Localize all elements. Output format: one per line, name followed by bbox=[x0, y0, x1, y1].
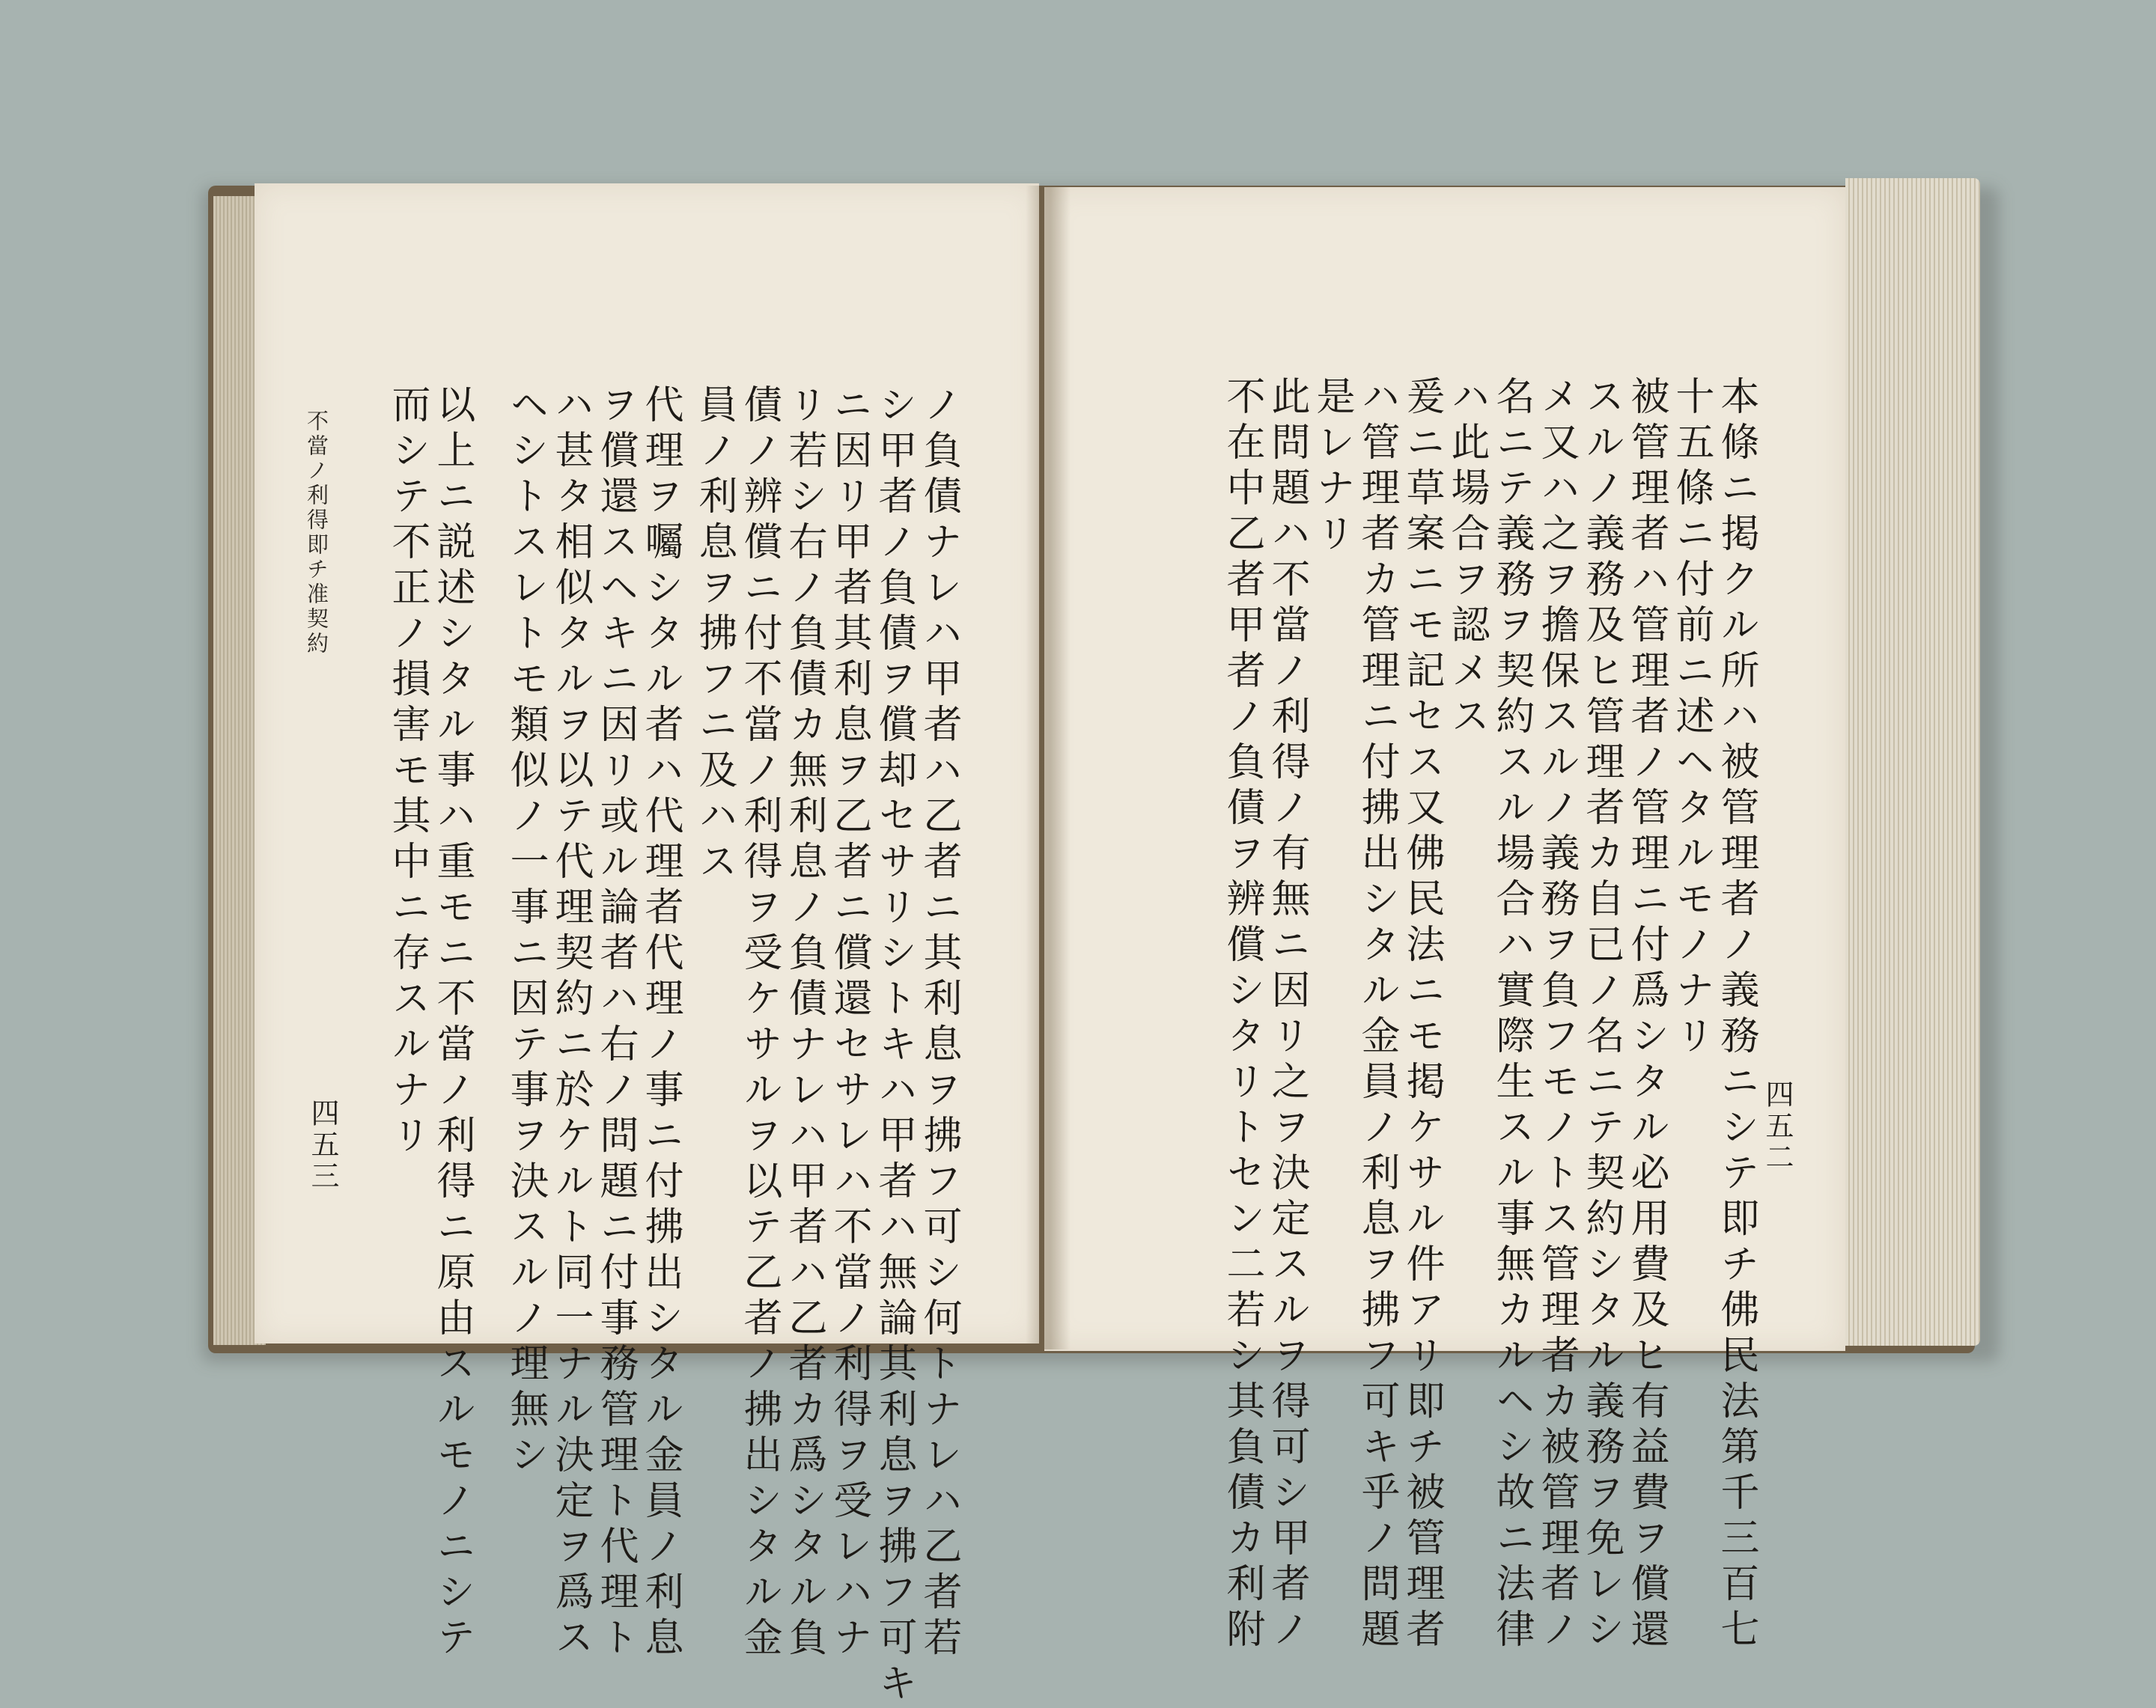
left-line-10: ヘシトスレトモ類似ノ一事ニ因テ事ヲ決スルノ理無シ bbox=[503, 384, 548, 1480]
left-line-5: 債ノ辨償ニ付不當ノ利得ヲ受ケサルヲ以テ乙者ノ拂出シタル金 bbox=[737, 384, 782, 1662]
right-page-edges bbox=[1845, 178, 1980, 1346]
left-line-9: ハ甚タ相似タルヲ以テ代理契約ニ於ケルト同一ナル決定ヲ爲ス bbox=[548, 384, 593, 1662]
right-line-8: 爰ニ草案ニモ記セス又佛民法ニモ掲ケサル件アリ即チ被管理者 bbox=[1399, 376, 1444, 1654]
right-line-4: スルノ義務及ヒ管理者カ自已ノ名ニテ契約シタル義務ヲ免レシ bbox=[1579, 376, 1624, 1654]
right-line-1: 本條ニ掲クル所ハ被管理者ノ義務ニシテ即チ佛民法第千三百七 bbox=[1714, 376, 1758, 1654]
left-line-4: リ若シ右ノ負債カ無利息ノ負債ナレハ甲者ハ乙者カ爲シタル負 bbox=[782, 384, 826, 1662]
right-line-12: 不在中乙者甲者ノ負債ヲ辨償シタリトセン二若シ其負債カ利附 bbox=[1219, 376, 1264, 1654]
right-page bbox=[1044, 187, 1845, 1654]
right-line-2: 十五條ニ付前ニ述ヘタルモノナリ bbox=[1669, 376, 1714, 1061]
left-page-number: 四五三 bbox=[306, 1098, 339, 1192]
left-line-12: 而シテ不正ノ損害モ其中ニ存スルナリ bbox=[385, 384, 430, 1160]
left-line-11: 以上ニ説述シタル事ハ重モニ不當ノ利得ニ原由スルモノニシテ bbox=[430, 384, 475, 1662]
left-line-8: ヲ償還スヘキニ因リ或ル論者ハ右ノ問題ニ付事務管理ト代理ト bbox=[593, 384, 638, 1662]
right-line-6: 名ニテ義務ヲ契約スル場合ハ實際生スル事無カルヘシ故ニ法律 bbox=[1489, 376, 1534, 1654]
right-line-5: メ又ハ之ヲ擔保スルノ義務ヲ負フモノトス管理者カ被管理者ノ bbox=[1534, 376, 1579, 1654]
left-line-1: ノ負債ナレハ甲者ハ乙者ニ其利息ヲ拂フ可シ何トナレハ乙者若 bbox=[916, 384, 961, 1662]
left-page bbox=[255, 183, 1039, 1708]
book-gutter bbox=[1026, 186, 1071, 1349]
running-head: 不當ノ利得即チ准契約 bbox=[304, 409, 329, 656]
left-line-3: ニ因リ甲者其利息ヲ乙者ニ償還セサレハ不當ノ利得ヲ受レハナ bbox=[826, 384, 871, 1662]
right-line-7: ハ此場合ヲ認メス bbox=[1444, 376, 1489, 741]
right-line-10: 是レナリ bbox=[1309, 376, 1354, 558]
right-line-9: ハ管理者カ管理ニ付拂出シタル金員ノ利息ヲ拂フ可キ乎ノ問題 bbox=[1354, 376, 1399, 1654]
left-line-6: 員ノ利息ヲ拂フニ及ハス bbox=[692, 384, 737, 886]
left-line-2: シ甲者ノ負債ヲ償却セサリシトキハ甲者ハ無論其利息ヲ拂フ可キ bbox=[871, 384, 916, 1708]
right-line-11: 此問題ハ不當ノ利得ノ有無ニ因リ之ヲ決定スルヲ得可シ甲者ノ bbox=[1264, 376, 1309, 1654]
left-line-7: 代理ヲ囑シタル者ハ代理者代理ノ事ニ付拂出シタル金員ノ利息 bbox=[638, 384, 683, 1662]
right-page-number: 四五二 bbox=[1761, 1079, 1794, 1174]
right-line-3: 被管理者ハ管理者ノ管理ニ付爲シタル必用費及ヒ有益費ヲ償還 bbox=[1624, 376, 1669, 1654]
